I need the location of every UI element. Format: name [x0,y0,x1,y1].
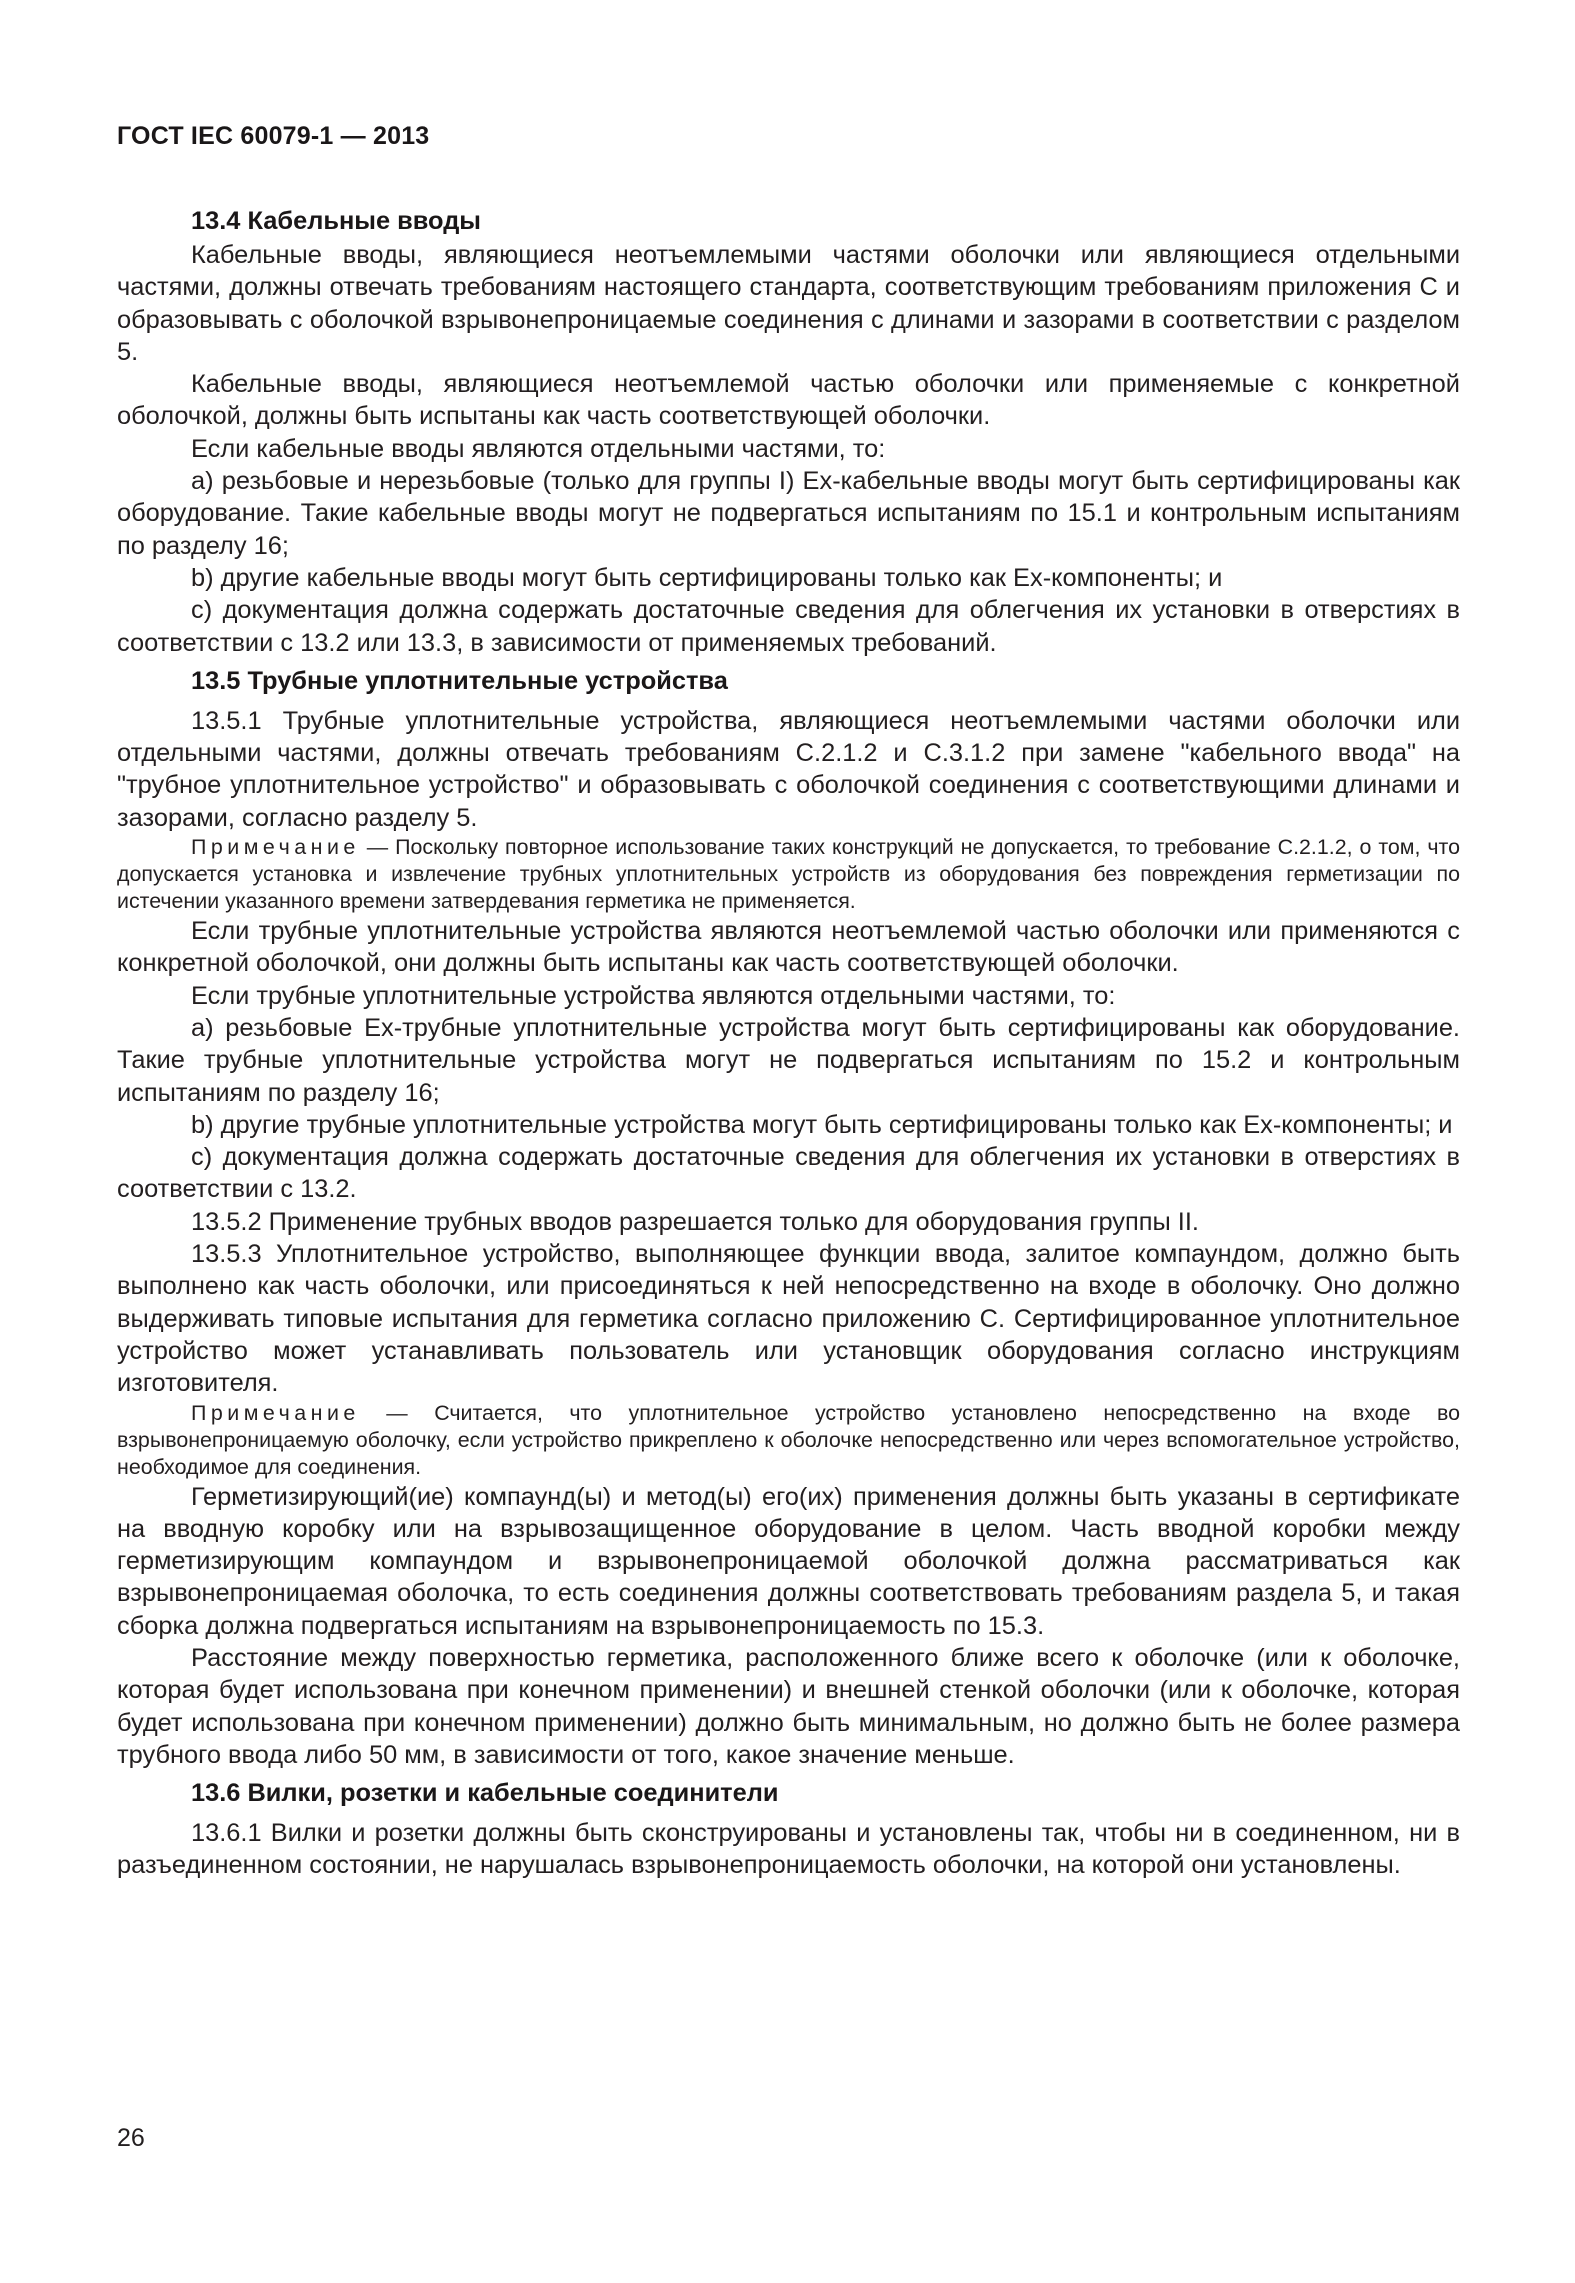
paragraph: Если кабельные вводы являются отдельными частями, то: [191,434,886,463]
note [117,1400,1460,1481]
paragraph: 13.5.3 Уплотнительное устройство, выполняющее функции ввода, залитое компаундом, должно быть выполнено как часть оболочки, или присоединяться к ней непосредственно на входе в оболочку. Оно должно выдерживать типовые испытания для герметика согласно приложению С. Сертифицированное уплотнительное устройство может устанавливать пользователь или установщик оборудования согласно инструкциям изготовителя. [117,1240,1460,1398]
paragraph: Если трубные уплотнительные устройства являются неотъемлемой частью оболочки или применяются с конкретной оболочкой, они должны быть испытаны как часть соответствующей оболочки. [117,917,1460,978]
list-item-c: c) документация должна содержать достаточные сведения для облегчения их установки в отверстиях в соответствии с 13.2. [117,1143,1460,1204]
paragraph: Кабельные вводы, являющиеся неотъемлемыми частями оболочки или являющиеся отдельными частями, должны отвечать требованиям настоящего стандарта, соответствующим требованиям приложения С и образовывать с оболочкой взрывонепроницаемые соединения с длинами и зазорами в соответствии с разделом 5. [117,241,1460,366]
paragraph: 13.5.1 Трубные уплотнительные устройства, являющиеся неотъемлемыми частями оболочки или отдельными частями, должны отвечать требованиям С.2.1.2 и С.3.1.2 при замене "кабельного ввода" на "трубное уплотнительное устройство" и образовывать с оболочкой соединения с соответствующими длинами и зазорами, согласно разделу 5. [117,706,1460,832]
document-header: ГОСТ IEC 60079-1 — 2013 [117,122,430,150]
document-body [117,199,1460,1882]
note-label: Примечание [191,1400,360,1425]
section-title-13-4: 13.4 Кабельные вводы [191,207,481,235]
page-number: 26 [117,2124,145,2152]
paragraph: 13.6.1 Вилки и розетки должны быть сконструированы и установлены так, чтобы ни в соединенном, ни в разъединенном состоянии, не нарушалась взрывонепроницаемость оболочки, на которой они установлены. [117,1819,1460,1880]
note-text: — Считается, что уплотнительное устройство установлено непосредственно на входе во взрывонепроницаемую оболочку, если устройство прикреплено к оболочке непосредственно или через вспомогательное устройство, необходимое для соединения. [117,1400,1460,1479]
paragraph: Расстояние между поверхностью герметика, расположенного ближе всего к оболочке (или к оболочке, которая будет использована при конечном применении) и внешней стенкой оболочки (или к оболочке, которая будет использована при конечном применении) должно быть минимальным, но должно быть не более размера трубного ввода либо 50 мм, в зависимости от того, какое значение меньше. [117,1643,1460,1769]
paragraph: Герметизирующий(ие) компаунд(ы) и метод(ы) его(их) применения должны быть указаны в сертификате на вводную коробку или на взрывозащищенное оборудование в целом. Часть вводной коробки между герметизирующим компаундом и взрывонепроницаемой оболочкой должна рассматриваться как взрывонепроницаемая оболочка, то есть соединения должны соответствовать требованиям раздела 5, и такая сборка должна подвергаться испытаниям на взрывонепроницаемость по 15.3. [117,1482,1460,1640]
paragraph: 13.5.2 Применение трубных вводов разрешается только для оборудования группы II. [191,1207,1199,1236]
list-item-a: a) резьбовые Ех-трубные уплотнительные устройства могут быть сертифицированы как оборудование. Такие трубные уплотнительные устройства могут не подвергаться испытаниям по 15.2 и контрольным испытаниям по разделу 16; [117,1013,1460,1107]
note-label: Примечание [191,835,360,860]
list-item-b: b) другие трубные уплотнительные устройства могут быть сертифицированы только как Ех-компоненты; и [191,1110,1453,1139]
section-title-13-6: 13.6 Вилки, розетки и кабельные соединители [191,1779,779,1808]
note-text: — Поскольку повторное использование таких конструкций не допускается, то требование С.2.1.2, о том, что допускается установка и извлечение трубных уплотнительных устройств из оборудования без повреждения герметизации по истечении указанного времени затвердевания герметика не применяется. [117,835,1460,914]
list-item-b: b) другие кабельные вводы могут быть сертифицированы только как Ех-компоненты; и [191,563,1223,592]
section-title-13-5: 13.5 Трубные уплотнительные устройства [191,666,728,695]
list-item-c: c) документация должна содержать достаточные сведения для облегчения их установки в отверстиях в соответствии с 13.2 или 13.3, в зависимости от применяемых требований. [117,596,1460,657]
list-item-a: a) резьбовые и нерезьбовые (только для группы I) Ех-кабельные вводы могут быть сертифицированы как оборудование. Такие кабельные вводы могут не подвергаться испытаниям по 15.1 и контрольным испытаниям по разделу 16; [117,467,1460,560]
paragraph: Кабельные вводы, являющиеся неотъемлемой частью оболочки или применяемые с конкретной оболочкой, должны быть испытаны как часть соответствующей оболочки. [117,370,1460,431]
paragraph: Если трубные уплотнительные устройства являются отдельными частями, то: [191,981,1116,1010]
note [117,834,1460,915]
